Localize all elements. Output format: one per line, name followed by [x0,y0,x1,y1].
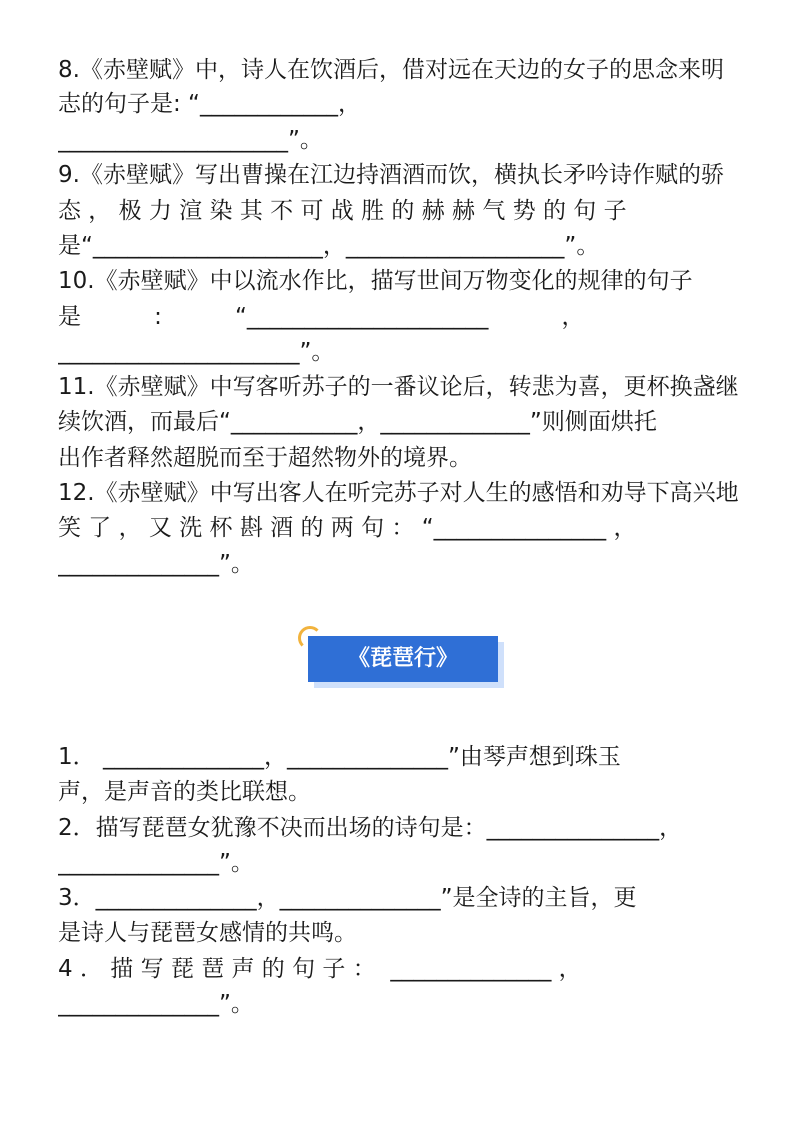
p2-line-2: ______________”。 [58,850,254,876]
q9-line-2: 态 ， 极 力 渲 染 其 不 可 战 胜 的 赫 赫 气 势 的 句 子 [58,198,627,224]
q11-line-1: 11.《赤壁赋》中写客听苏子的一番议论后，转悲为喜，更杯换盏继 [58,374,739,400]
p3-line-1: 3．______________，______________”是全诗的主旨，更 [58,885,637,911]
q9-line-3: 是“____________________，___________________”。 [58,233,600,259]
q12-line-3: ______________”。 [58,551,254,577]
q10-line-2: 是 : “_____________________ ， [58,304,585,330]
q11-line-3: 出作者释然超脱而至于超然物外的境界。 [58,445,472,471]
q12-line-1: 12.《赤壁赋》中写出客人在听完苏子对人生的感悟和劝导下高兴地 [58,480,739,506]
q11-line-2: 续饮酒，而最后“___________，_____________”则侧面烘托 [58,409,657,435]
q8-line-1: 8.《赤壁赋》中，诗人在饮酒后，借对远在天边的女子的思念来明 [58,57,724,83]
p4-line-2: ______________”。 [58,991,254,1017]
q12-line-2: 笑 了 ， 又 洗 杯 斟 酒 的 两 句 ： “_______________ ， [58,515,637,541]
p1-line-2: 声，是声音的类比联想。 [58,779,311,805]
q8-line-2: 志的句子是: “____________， [58,91,361,117]
p2-line-1: 2．描写琵琶女犹豫不决而出场的诗句是：_______________， [58,815,683,841]
q9-line-1: 9.《赤壁赋》写出曹操在江边持酒酒而饮，横执长矛吟诗作赋的骄 [58,162,724,188]
p4-line-1: 4 ． 描 写 琵 琶 声 的 句 子 ： ______________ ， [58,956,582,982]
q8-line-3: ____________________”。 [58,127,323,153]
q10-line-1: 10.《赤壁赋》中以流水作比，描写世间万物变化的规律的句子 [58,268,693,294]
q10-line-3: _____________________”。 [58,339,335,365]
section-title-banner: 《琵琶行》 [308,636,498,682]
p3-line-2: 是诗人与琵琶女感情的共鸣。 [58,920,357,946]
p1-line-1: 1． ______________，______________”由琴声想到珠玉 [58,744,621,770]
